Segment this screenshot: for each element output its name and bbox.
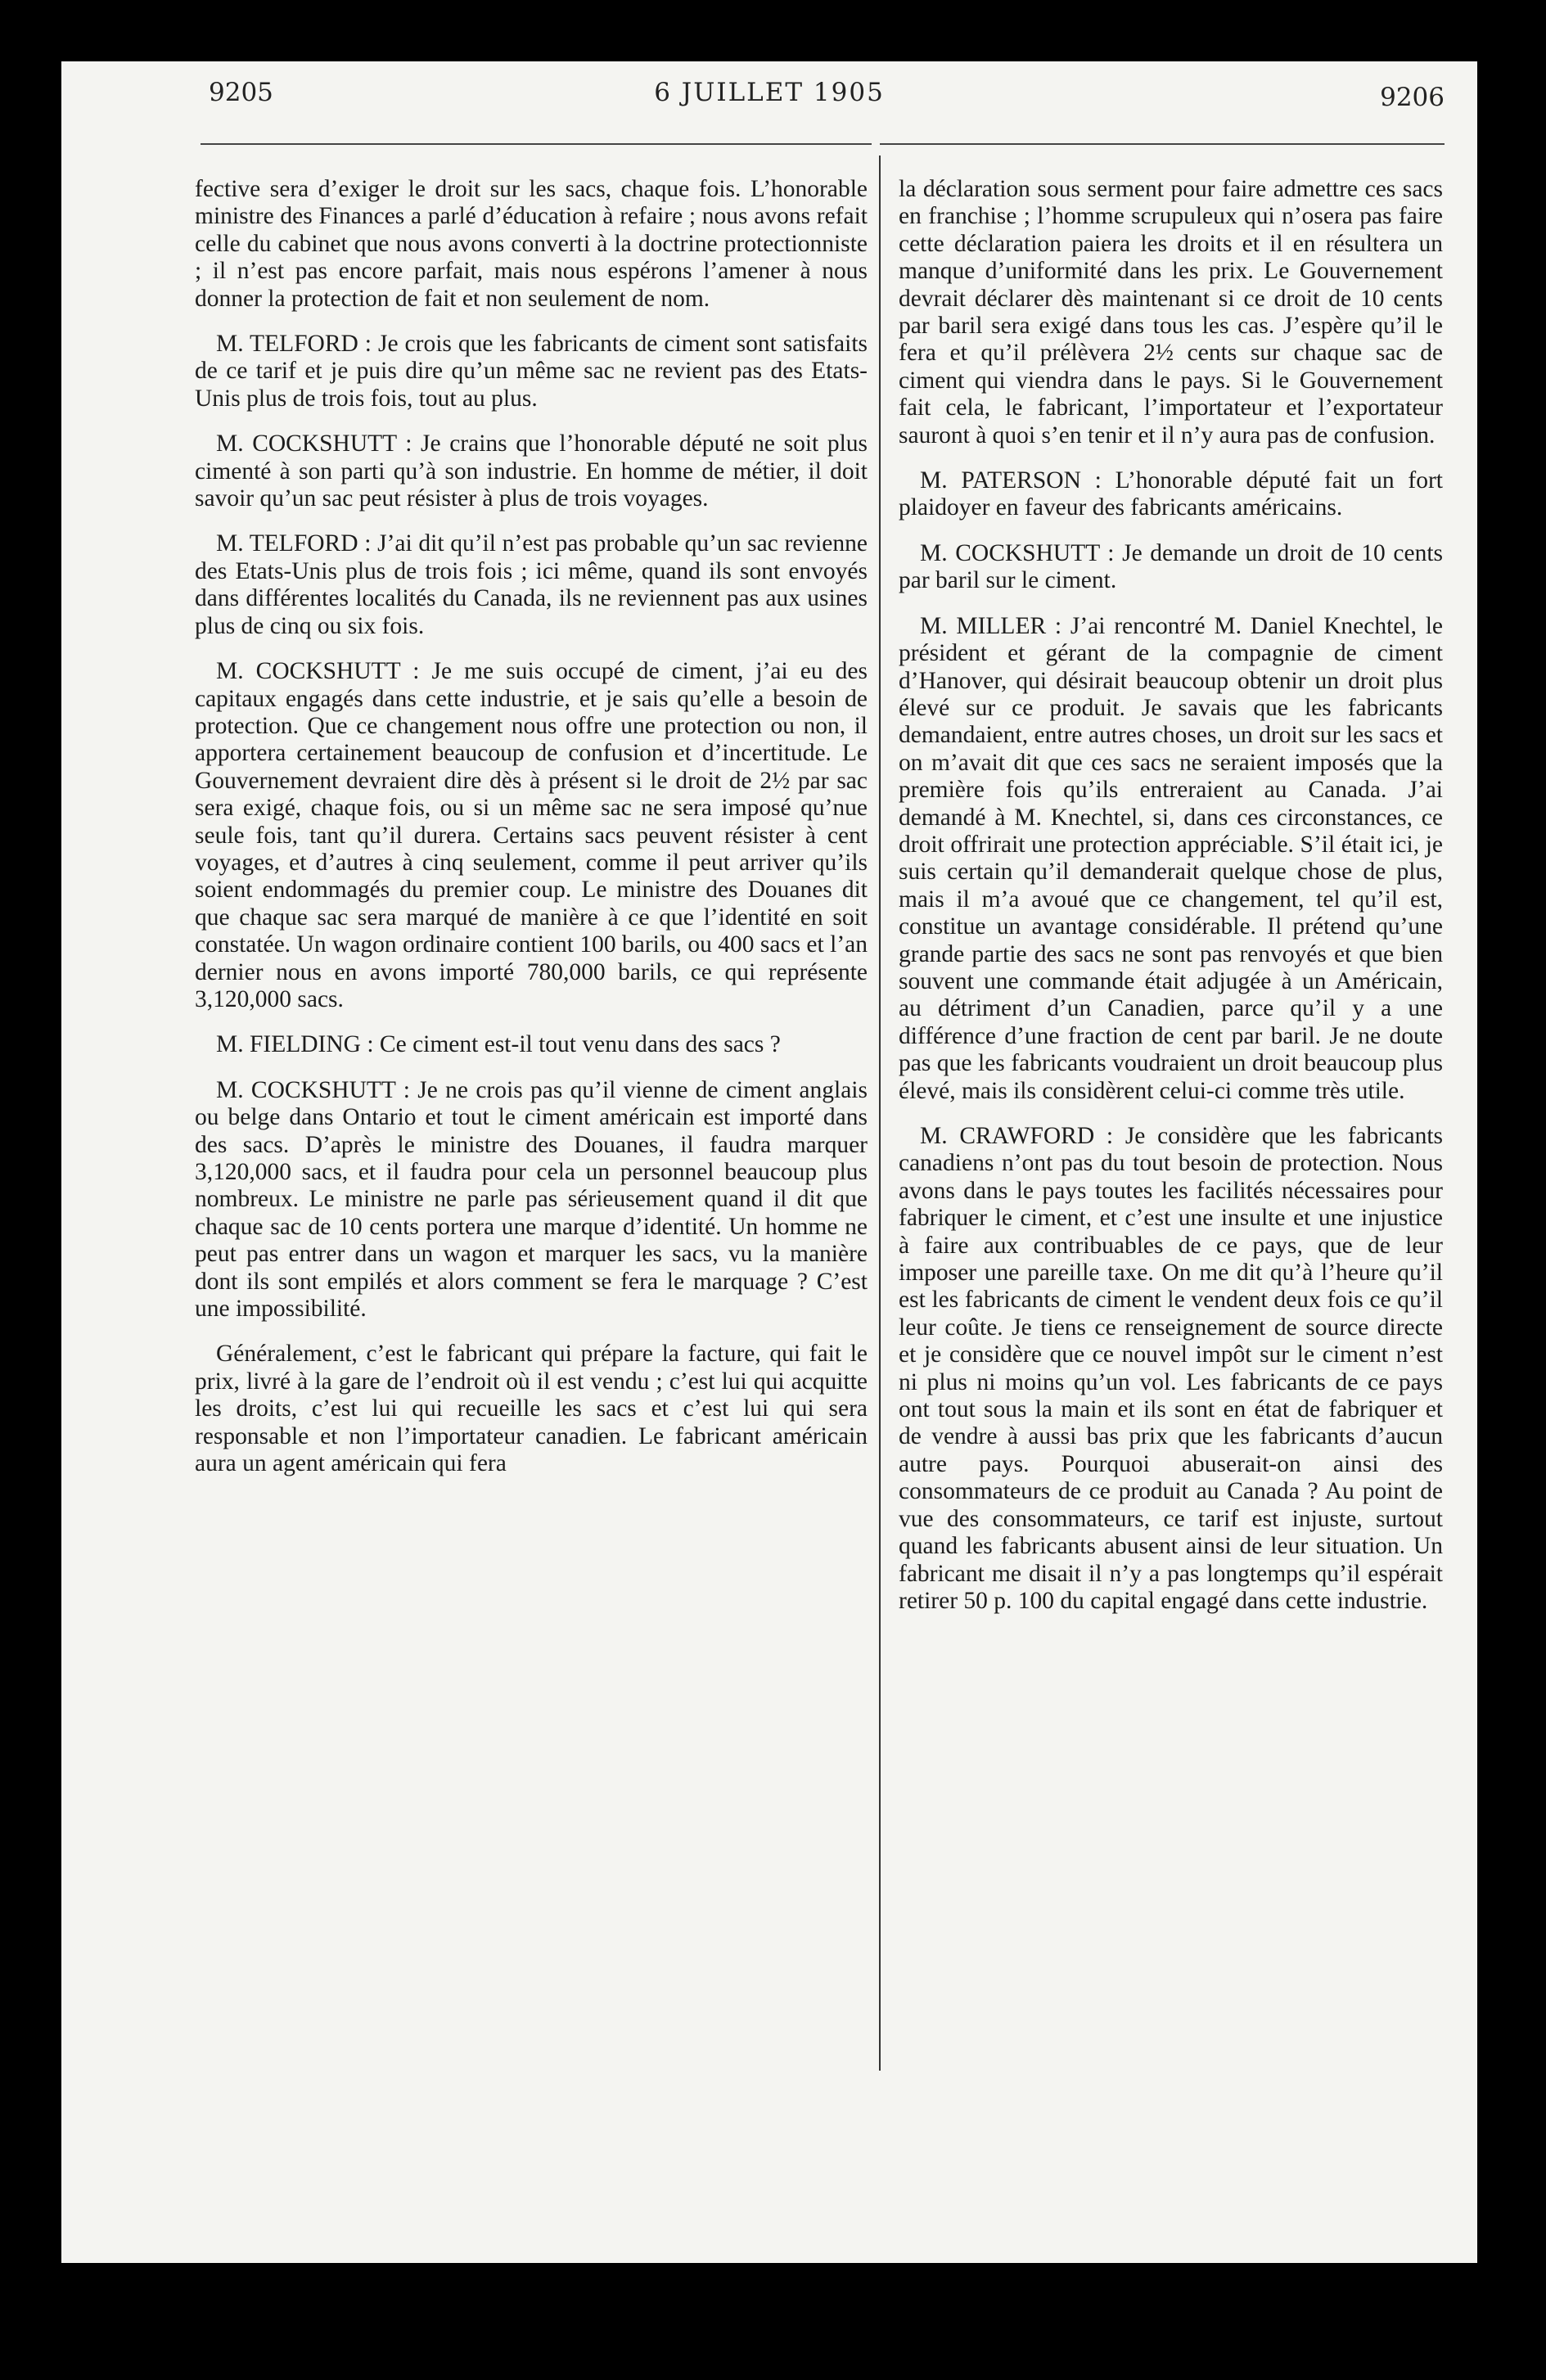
paragraph: M. TELFORD : J’ai dit qu’il n’est pas probable qu’un sac revienne des Etats-Unis plus de trois fois ; ici même, quand ils sont envoyés dans différentes localités du Canada, ils ne reviennent pas aux usines plus de cinq ou six fois. [195, 530, 868, 639]
page-number-right: 9206 [1380, 83, 1445, 112]
paragraph: fective sera d’exiger le droit sur les sacs, chaque fois. L’honorable ministre des Finances a parlé d’éducation à refaire ; nous avons refait celle du cabinet que nous avons converti à la doctrine protectionniste ; il n’est pas encore parfait, mais nous espérons l’amener à nous donner la protection de fait et non seulement de nom. [195, 176, 868, 312]
page-date: 6 JUILLET 1905 [654, 78, 885, 107]
paragraph: M. COCKSHUTT : Je demande un droit de 10 cents par baril sur le ciment. [899, 539, 1443, 594]
paragraph: M. FIELDING : Ce ciment est-il tout venu dans des sacs ? [216, 1031, 781, 1058]
page-header [61, 61, 1477, 151]
paragraph: la déclaration sous serment pour faire admettre ces sacs en franchise ; l’homme scrupuleux qui n’osera pas faire cette déclaration paiera les droits et il en résultera un manque d’uniformité dans les prix. Le Gouvernement devrait déclarer dès maintenant si ce droit de 10 cents par baril sera exigé dans tous les cas. J’espère qu’il le fera et qu’il prélèvera 2½ cents sur chaque sac de ciment qui viendra dans le pays. Si le Gouvernement fait cela, le fabricant, l’importateur et l’exportateur sauront à quoi s’en tenir et il n’y aura pas de confusion. [899, 176, 1443, 449]
paragraph: M. TELFORD : Je crois que les fabricants de ciment sont satisfaits de ce tarif et je puis dire qu’un même sac ne revient pas des Etats-Unis plus de trois fois, tout au plus. [195, 331, 868, 412]
right-column [899, 176, 1443, 1633]
newspaper-page [61, 61, 1477, 2263]
paragraph: M. PATERSON : L’honorable député fait un fort plaidoyer en faveur des fabricants américains. [899, 467, 1443, 521]
paragraph: M. CRAWFORD : Je considère que les fabricants canadiens n’ont pas du tout besoin de protection. Nous avons dans le pays toutes les facilités nécessaires pour fabriquer le ciment, et c’est une insulte et une injustice à faire aux contribuables de ce pays, que de leur imposer une pareille taxe. On me dit qu’à l’heure qu’il est les fabricants de ciment le vendent deux fois ce qu’il leur coûte. Je tiens ce renseignement de source directe et je considère que ce nouvel impôt sur le ciment n’est ni plus ni moins qu’un vol. Les fabricants de ce pays ont tout sous la main et ils sont en état de fabriquer et de vendre à aussi bas prix que les fabricants d’aucun autre pays. Pourquoi abuserait-on ainsi des consommateurs de ce produit au Canada ? Au point de vue des consommateurs, ce tarif est injuste, surtout quand les fabricants abusent ainsi de leur situation. Un fabricant me disait il n’y a pas longtemps qu’il espérait retirer 50 p. 100 du capital engagé dans cette industrie. [899, 1123, 1443, 1614]
paragraph: M. COCKSHUTT : Je crains que l’honorable député ne soit plus cimenté à son parti qu’à son industrie. En homme de métier, il doit savoir qu’un sac peut résister à plus de trois voyages. [195, 430, 868, 512]
page-number-left: 9205 [209, 78, 273, 107]
column-divider [879, 156, 881, 2071]
paragraph: Généralement, c’est le fabricant qui prépare la facture, qui fait le prix, livré à la gare de l’endroit où il est vendu ; c’est lui qui acquitte les droits, c’est lui qui recueille les sacs et c’est lui qui sera responsable et non l’importateur canadien. Le fabricant américain aura un agent américain qui fera [195, 1341, 868, 1477]
paragraph: M. COCKSHUTT : Je me suis occupé de ciment, j’ai eu des capitaux engagés dans cette industrie, et je sais qu’elle a besoin de protection. Que ce changement nous offre une protection ou non, il apportera certainement beaucoup de confusion et d’incertitude. Le Gouvernement devraient dire dès à présent si le droit de 2½ par sac sera exigé, chaque fois, ou si un même sac ne sera imposé qu’nue seule fois, tant qu’il durera. Certains sacs peuvent résister à cent voyages, et d’autres à cinq seulement, comme il peut arriver qu’ils soient endommagés du premier coup. Le ministre des Douanes dit que chaque sac sera marqué de manière à ce que l’identité en soit constatée. Un wagon ordinaire contient 100 barils, ou 400 sacs et l’an dernier nous en avons importé 780,000 barils, ce qui représente 3,120,000 sacs. [195, 658, 868, 1012]
header-rule-left [201, 143, 872, 145]
left-column [195, 176, 868, 1495]
paragraph: M. MILLER : J’ai rencontré M. Daniel Knechtel, le président et gérant de la compagnie de ciment d’Hanover, qui désirait beaucoup obtenir un droit plus élevé sur ce produit. Je savais que les fabricants demandaient, entre autres choses, un droit sur les sacs et on m’avait dit que ces sacs ne seraient imposés que la première fois qu’ils entreraient au Canada. J’ai demandé à M. Knechtel, si, dans ces circonstances, ce droit offrirait une protection appréciable. S’il était ici, je suis certain qu’il demanderait quelque chose de plus, mais il m’a avoué que ce changement, tel qu’il est, constitue un avantage considérable. Il prétend qu’une grande partie des sacs ne sont pas renvoyés et que bien souvent une commande était adjugée à un Américain, au détriment d’un Canadien, parce qu’il y a une différence d’une fraction de cent par baril. Je ne doute pas que les fabricants voudraient un droit beaucoup plus élevé, mais ils considèrent celui-ci comme très utile. [899, 612, 1443, 1104]
header-rule-right [880, 143, 1445, 145]
paragraph: M. COCKSHUTT : Je ne crois pas qu’il vienne de ciment anglais ou belge dans Ontario et tout le ciment américain est importé dans des sacs. D’après le ministre des Douanes, il faudra marquer 3,120,000 sacs, et il faudra pour cela un personnel beaucoup plus nombreux. Le ministre ne parle pas sérieusement quand il dit que chaque sac de 10 cents portera une marque d’identité. Un homme ne peut pas entrer dans un wagon et marquer les sacs, vu la manière dont ils sont empilés et alors comment se fera le marquage ? C’est une impossibilité. [195, 1076, 868, 1323]
